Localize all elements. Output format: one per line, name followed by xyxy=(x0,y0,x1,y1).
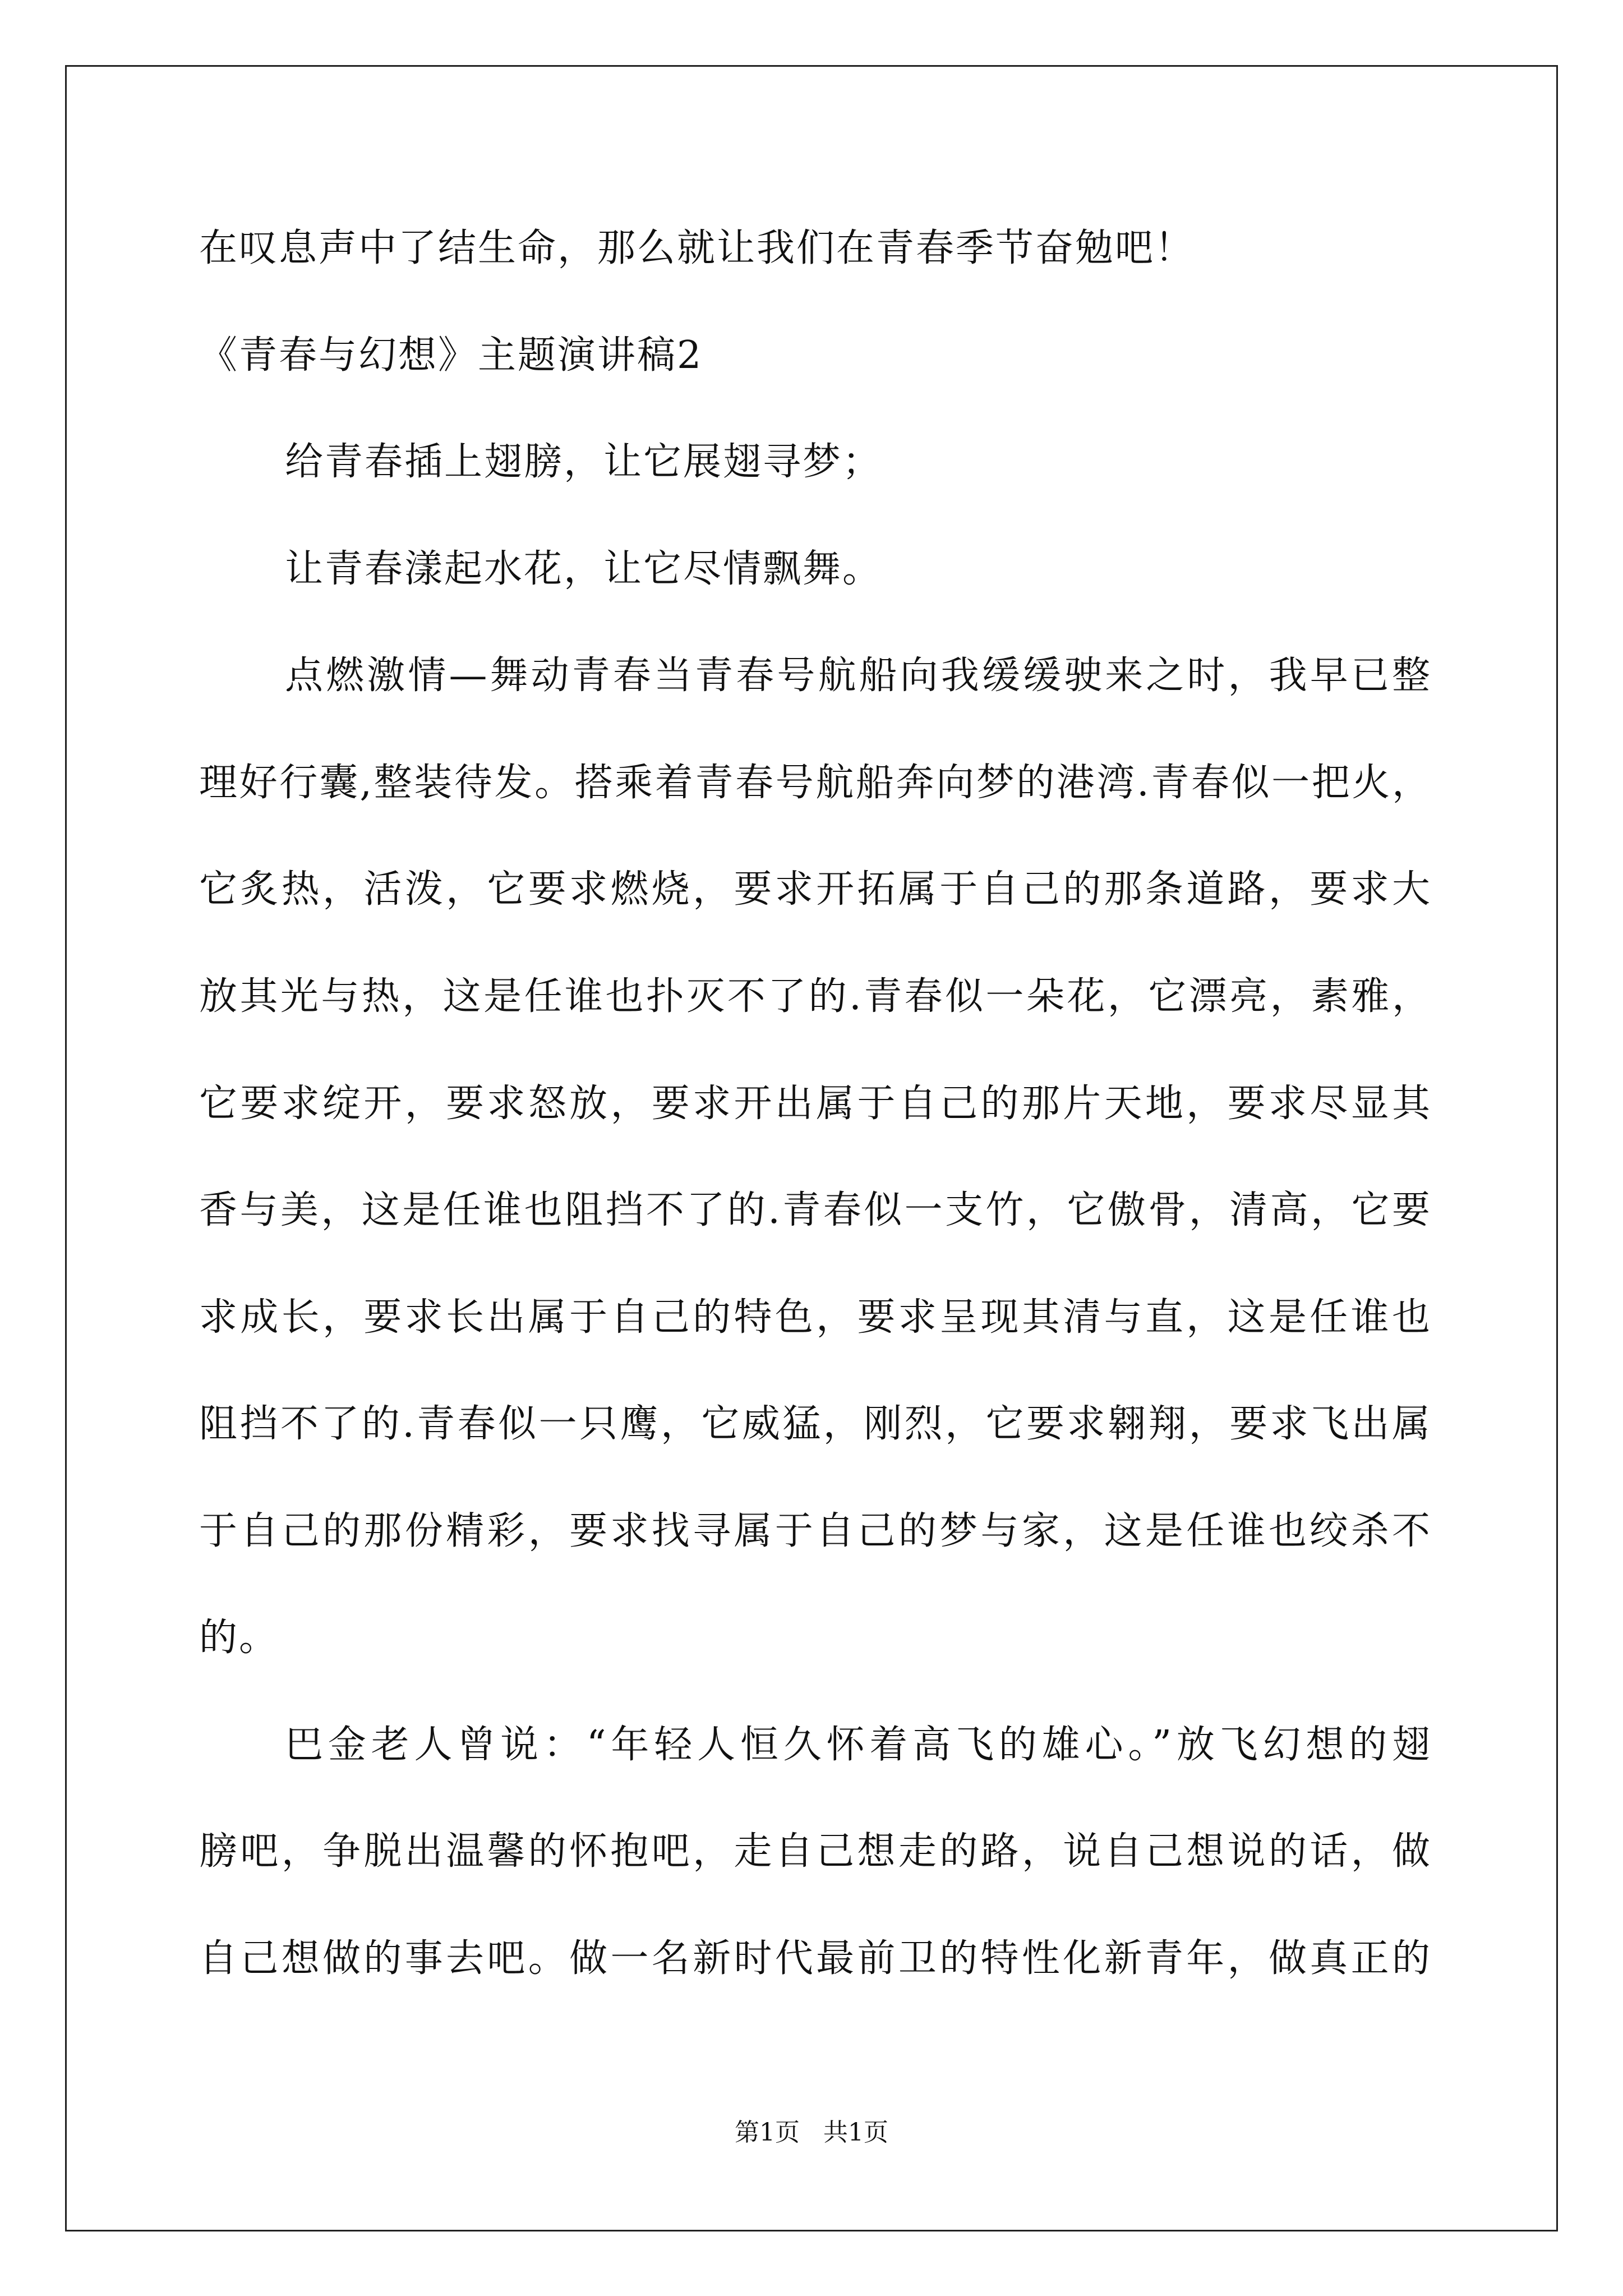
text-line: 理好行囊,整装待发。搭乘着青春号航船奔向梦的港湾.青春似一把火， xyxy=(199,761,1430,805)
text-line: 膀吧，争脱出温馨的怀抱吧，走自己想走的路，说自己想说的话，做 xyxy=(199,1829,1430,1874)
text-line: 它炙热，活泼，它要求燃烧，要求开拓属于自己的那条道路，要求大 xyxy=(199,867,1430,912)
text-line: 阻挡不了的.青春似一只鹰，它威猛，刚烈，它要求翱翔，要求飞出属 xyxy=(199,1402,1430,1446)
text-line: 于自己的那份精彩，要求找寻属于自己的梦与家，这是任谁也绞杀不 xyxy=(199,1509,1430,1553)
text-line: 给青春插上翅膀，让它展翅寻梦； xyxy=(285,440,883,484)
section-title: 《青春与幻想》主题演讲稿2 xyxy=(199,333,703,378)
text-line: 放其光与热，这是任谁也扑灭不了的.青春似一朵花，它漂亮，素雅， xyxy=(199,974,1430,1019)
text-line: 的。 xyxy=(199,1616,279,1660)
text-line: 香与美，这是任谁也阻挡不了的.青春似一支竹，它傲骨，清高，它要 xyxy=(199,1188,1430,1232)
text-line: 让青春漾起水花，让它尽情飘舞。 xyxy=(285,547,883,591)
text-line: 在叹息声中了结生命，那么就让我们在青春季节奋勉吧！ xyxy=(199,226,1195,270)
text-line: 求成长，要求长出属于自己的特色，要求呈现其清与直，这是任谁也 xyxy=(199,1295,1430,1340)
page-border xyxy=(65,65,1558,2231)
text-line: 巴金老人曾说：“年轻人恒久怀着高飞的雄心。”放飞幻想的翅 xyxy=(285,1723,1430,1767)
page-number: 第1页 共1页 xyxy=(735,2118,888,2147)
text-line: 点燃激情—舞动青春当青春号航船向我缓缓驶来之时，我早已整 xyxy=(285,654,1430,698)
text-line: 它要求绽开，要求怒放，要求开出属于自己的那片天地，要求尽显其 xyxy=(199,1082,1430,1126)
text-line: 自己想做的事去吧。做一名新时代最前卫的特性化新青年，做真正的 xyxy=(199,1936,1430,1981)
